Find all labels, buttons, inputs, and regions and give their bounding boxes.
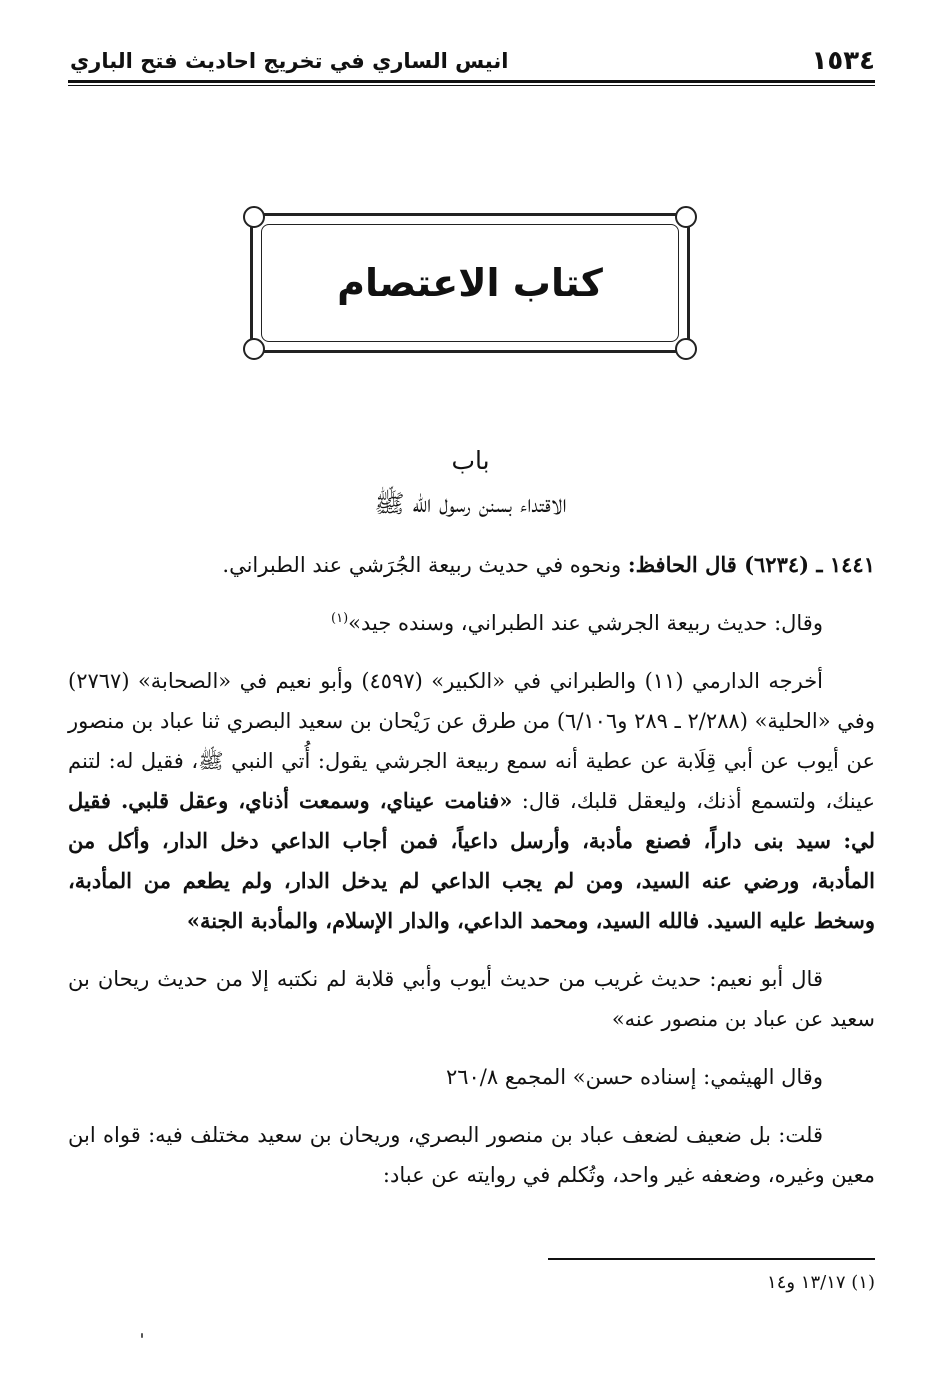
paragraph-haythami: وقال الهيثمي: إسناده حسن» المجمع ٢٦٠/٨ [445,1065,823,1089]
paragraph-abu-nuaym: قال أبو نعيم: حديث غريب من حديث أيوب وأبي قلابة لم نكتبه إلا من حديث ريحان بن سعيد عن عباد بن منصور عنه» [68,967,875,1031]
hadith-matn: «فنامت عيناي، وسمعت أذناي، وعقل قلبي. فقيل لي: سيد بنى داراً، فصنع مأدبة، وأرسل داعياً، فمن أجاب الداعي دخل الدار، وأكل من المأدبة، ورضي عنه السيد، ومن لم يجب الداعي لم يدخل الدار، ولم يطعم من المأدبة، وسخط عليه السيد. فالله السيد، ومحمد الداعي، والدار الإسلام، والمأدبة الجنة» [68,788,875,933]
footnote-rule [548,1258,875,1260]
takhrij-text: أخرجه الدارمي (١١) والطبراني في «الكبير» (٤٥٩٧) وأبو نعيم في «الصحابة» (٢٧٦٧) وفي «الحلية» (٢/٢٨٨ ـ ٢٨٩ و٦/١٠٦) من طرق عن رَيْحان بن سعيد البصري ثنا عباد بن منصور عن أيوب عن أبي قِلَابة عن عطية أنه سمع ربيعة الجرشي يقول: أُتي النبي ﷺ، فقيل له: لتنم عينك، ولتسمع أذنك، وليعقل قلبك، قال: [68,669,875,813]
book-section-title: كتاب الاعتصام [337,261,603,305]
frame-corner-ornament [243,338,265,360]
paragraph-author-note: قلت: بل ضعيف لضعف عباد بن منصور البصري، وريحان بن سعيد مختلف فيه: قواه ابن معين وغيره، وضعفه غير واحد، وتُكلم في روايته عن عباد: [68,1123,875,1187]
page-number: ١٥٣٤ [811,46,875,76]
title-frame [250,213,690,353]
footnote: (١) ١٣/١٧ و١٤ [767,1272,875,1293]
paragraph-hadith-entry [68,545,875,585]
running-header [70,38,875,78]
hadith-entry-text: ونحوه في حديث ربيعة الجُرَشي عند الطبراني. [222,553,628,577]
frame-corner-ornament [243,206,265,228]
footnote-marker: (١) [331,611,349,626]
header-rule-thin [68,85,875,86]
body-text [68,545,875,1213]
frame-corner-ornament [675,338,697,360]
header-rule [68,80,875,83]
quote-text: وقال: حديث ربيعة الجرشي عند الطبراني، وسنده جيد» [348,611,823,635]
title-inner-frame [261,224,679,342]
paragraph-quote [68,603,875,643]
hadith-number: ١٤٤١ ـ (٦٢٣٤) قال الحافظ: [627,552,875,577]
chapter-title: الاقتداء بسنن رسول الله ﷺ [374,489,567,518]
paragraph-takhrij [68,661,875,941]
chapter-label: باب [451,446,490,475]
frame-corner-ornament [675,206,697,228]
scan-speck [141,1333,143,1338]
book-title: انيس الساري في تخريج احاديث فتح الباري [70,49,509,73]
